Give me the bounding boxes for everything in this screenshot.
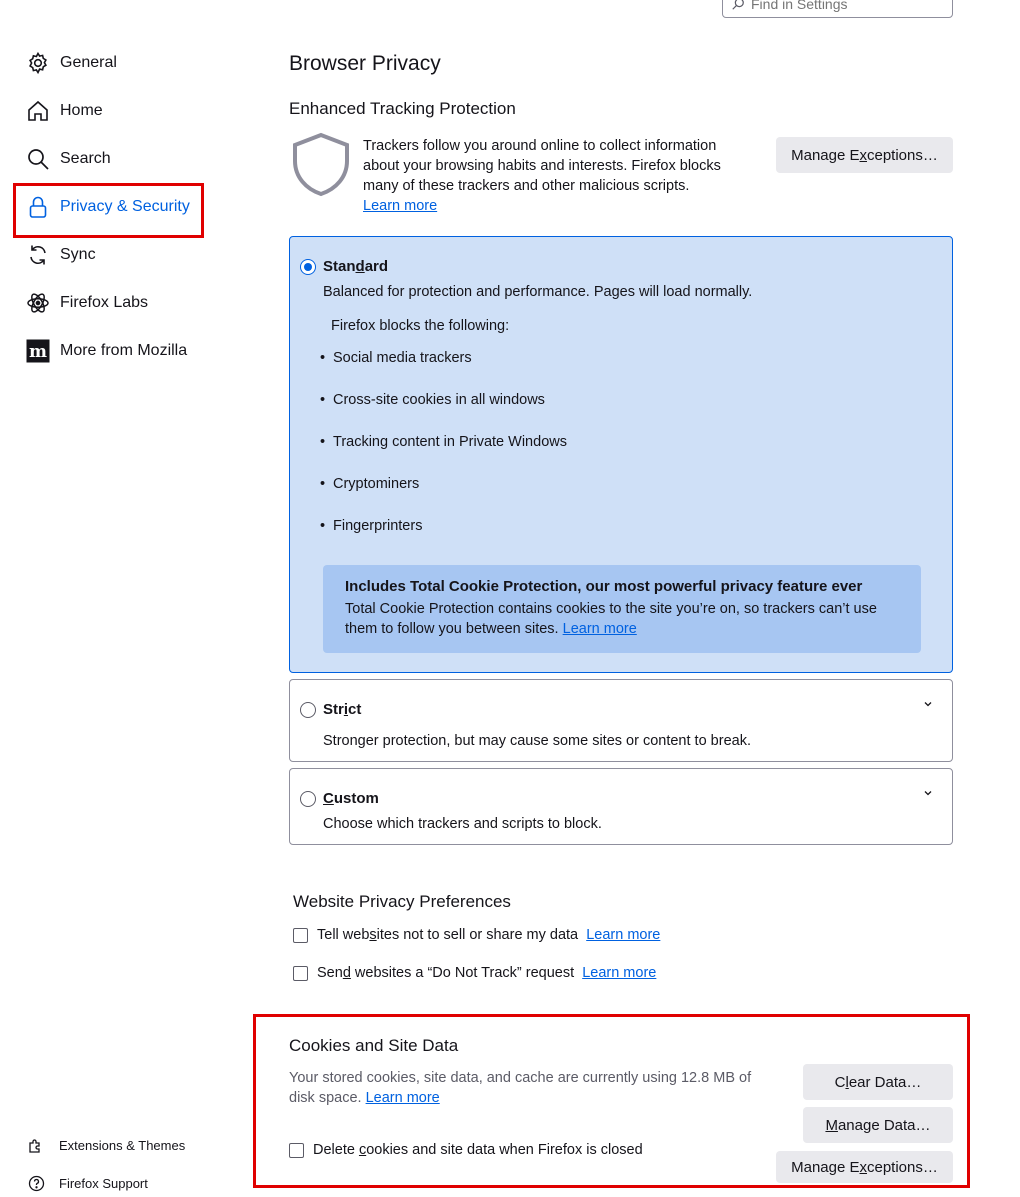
blocked-item: • Tracking content in Private Windows (333, 434, 567, 450)
settings-search-box[interactable] (722, 0, 953, 18)
chevron-down-icon[interactable] (922, 787, 934, 799)
sidebar-footer-extensions-themes[interactable] (28, 1137, 185, 1154)
delete-cookies-on-close-label: Delete cookies and site data when Firefox is closed (313, 1142, 643, 1158)
custom-description: Choose which trackers and scripts to block. (323, 816, 602, 832)
sidebar-item-label: Sync (60, 246, 96, 263)
sidebar-item-search[interactable] (26, 143, 111, 175)
sidebar-item-general[interactable] (26, 47, 117, 79)
footer-label: Extensions & Themes (59, 1138, 186, 1153)
delete-cookies-on-close-checkbox[interactable] (289, 1143, 304, 1158)
etp-description: Trackers follow you around online to collect information about your browsing habits and interests. Firefox blocks many of these trackers and other malicious scripts. Learn more (363, 138, 721, 214)
etp-manage-exceptions-button[interactable]: Manage E x ceptions… (776, 137, 953, 173)
do-not-track-checkbox[interactable] (293, 966, 308, 981)
svg-text:m: m (29, 342, 47, 362)
help-icon (28, 1175, 45, 1192)
etp-learn-more-link[interactable]: Learn more (363, 198, 438, 214)
standard-title: Standard (323, 258, 389, 275)
standard-radio[interactable] (300, 259, 316, 275)
etp-heading: Enhanced Tracking Protection (289, 99, 516, 118)
custom-title: Custom (323, 790, 379, 807)
strict-radio[interactable] (300, 702, 316, 718)
sidebar-item-firefox-labs[interactable] (26, 287, 148, 319)
sidebar-footer-firefox-support[interactable] (28, 1175, 148, 1192)
blocked-item: • Social media trackers (333, 350, 472, 366)
search-input[interactable] (751, 0, 941, 12)
manage-data-button[interactable]: M anage Data… (803, 1107, 953, 1143)
footer-label: Firefox Support (59, 1176, 148, 1191)
puzzle-icon (28, 1137, 45, 1154)
labs-icon (26, 291, 50, 315)
cookies-usage-description: Your stored cookies, site data, and cache are currently using 12.8 MB of disk space. Learn more (289, 1070, 752, 1106)
tcp-learn-more-link[interactable]: Learn more (562, 621, 637, 637)
dont-sell-label: Tell websites not to sell or share my data Learn more (317, 927, 661, 943)
sidebar-item-label: Search (60, 150, 111, 167)
search-icon (26, 147, 50, 171)
sidebar-item-label: Privacy & Security (60, 198, 190, 215)
tcp-description: Total Cookie Protection contains cookies to the site you’re on, so trackers can’t use them to follow you between sites. Learn more (345, 601, 877, 637)
sidebar-item-label: General (60, 54, 117, 71)
total-cookie-protection-notice (323, 565, 921, 653)
highlight-box-privacy-nav (13, 183, 204, 238)
sidebar-item-label: More from Mozilla (60, 342, 188, 359)
search-icon (731, 0, 745, 11)
sync-icon (26, 243, 50, 267)
sidebar-item-label: Firefox Labs (60, 294, 149, 311)
cookies-heading: Cookies and Site Data (289, 1036, 459, 1055)
blocked-item: • Fingerprinters (333, 518, 422, 534)
shield-icon (291, 132, 351, 198)
do-not-track-label: Send websites a “Do Not Track” request Learn more (317, 965, 657, 981)
cookies-manage-exceptions-button[interactable]: Manage E x ceptions… (776, 1151, 953, 1183)
blocked-item: • Cross-site cookies in all windows (333, 392, 545, 408)
sidebar-item-sync[interactable] (26, 239, 96, 271)
dont-sell-checkbox[interactable] (293, 928, 308, 943)
clear-data-button[interactable]: C l ear Data… (803, 1064, 953, 1100)
sidebar-item-more-from-mozilla[interactable] (26, 335, 187, 367)
tcp-title: Includes Total Cookie Protection, our most powerful privacy feature ever (345, 578, 863, 595)
blocks-label: Firefox blocks the following: (331, 318, 510, 334)
strict-description: Stronger protection, but may cause some sites or content to break. (323, 733, 751, 749)
gear-icon (26, 51, 50, 75)
do-not-track-learn-more-link[interactable]: Learn more (582, 965, 657, 981)
sidebar-item-home[interactable] (26, 95, 103, 127)
strict-title: Strict (323, 701, 362, 718)
standard-description: Balanced for protection and performance. Pages will load normally. (323, 284, 753, 300)
standard-protection-card[interactable] (289, 236, 953, 673)
sidebar-item-label: Home (60, 102, 103, 119)
custom-protection-card[interactable] (289, 768, 953, 845)
cookies-learn-more-link[interactable]: Learn more (365, 1090, 440, 1106)
strict-protection-card[interactable] (289, 679, 953, 762)
mozilla-icon (26, 339, 50, 363)
dont-sell-learn-more-link[interactable]: Learn more (586, 927, 661, 943)
custom-radio[interactable] (300, 791, 316, 807)
blocked-item: • Cryptominers (333, 476, 419, 492)
chevron-down-icon[interactable] (922, 698, 934, 710)
home-icon (26, 99, 50, 123)
page-title: Browser Privacy (289, 52, 441, 75)
website-privacy-heading: Website Privacy Preferences (293, 892, 511, 911)
